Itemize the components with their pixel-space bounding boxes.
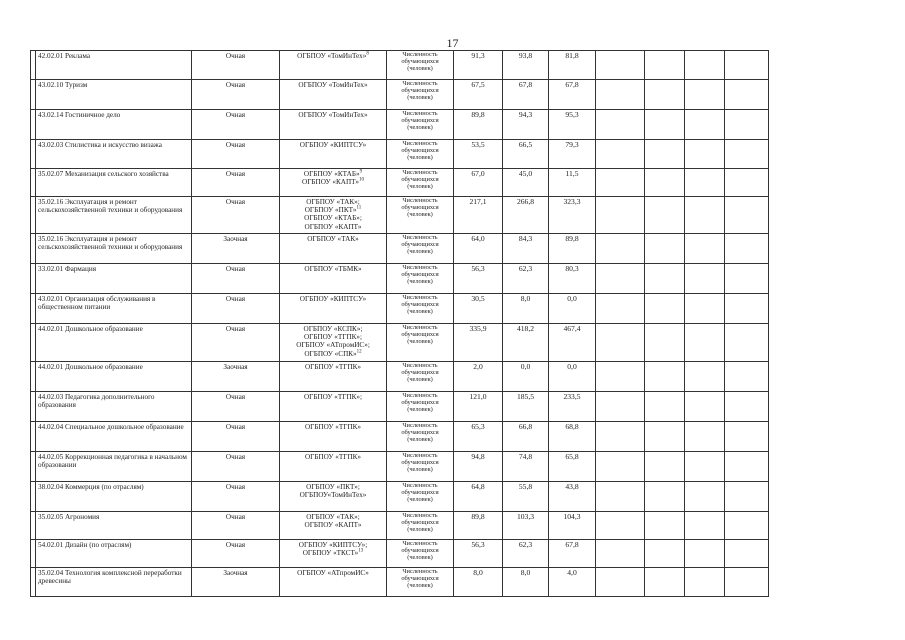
- value-cell-3: 65,8: [549, 452, 596, 482]
- empty-cell: [645, 568, 685, 597]
- empty-cell: [725, 51, 769, 80]
- indicator: Численность обучающихся (человек): [387, 294, 454, 324]
- empty-cell: [596, 482, 645, 512]
- organization-name: ОГБПОУ «КИПТСУ»: [299, 295, 367, 303]
- organization-name: ОГБПОУ «ТБМК»: [304, 265, 362, 273]
- empty-cell: [685, 482, 725, 512]
- empty-cell: [685, 294, 725, 324]
- empty-cell: [645, 140, 685, 169]
- study-form: Очная: [192, 140, 280, 169]
- organization-name: ОГБПОУ «КТАБ»$^9$: [303, 169, 363, 178]
- organization-name: ОГБПОУ «ТГПК»: [304, 453, 362, 461]
- empty-cell: [645, 392, 685, 422]
- empty-cell: [645, 51, 685, 80]
- table-row: [31, 512, 800, 540]
- study-form: Заочная: [192, 234, 280, 264]
- value-cell-1: 8,0: [454, 568, 503, 597]
- empty-cell: [596, 392, 645, 422]
- study-form: Очная: [192, 324, 280, 362]
- empty-cell: [645, 234, 685, 264]
- footnote-ref: 10: [358, 177, 364, 183]
- organizations: [280, 422, 387, 452]
- value-cell-3: 67,8: [549, 80, 596, 110]
- empty-cell: [596, 169, 645, 197]
- study-form: Очная: [192, 512, 280, 540]
- value-cell-1: 30,5: [454, 294, 503, 324]
- organization-name: ОГБПОУ «КАПТ»: [304, 521, 362, 530]
- empty-cell: [685, 568, 725, 597]
- value-cell-2: 0,0: [503, 362, 549, 392]
- empty-cell: [685, 452, 725, 482]
- organizations: [280, 324, 387, 362]
- indicator: Численность обучающихся (человек): [387, 169, 454, 197]
- footnote-ref: 9: [359, 169, 363, 175]
- study-form: Заочная: [192, 568, 280, 597]
- value-cell-1: 335,9: [454, 324, 503, 362]
- value-cell-3: 67,8: [549, 540, 596, 568]
- empty-cell: [645, 80, 685, 110]
- organization-name: ОГБПОУ «КТАБ»;: [304, 214, 362, 223]
- indicator: Численность обучающихся (человек): [387, 512, 454, 540]
- indicator: Численность обучающихся (человек): [387, 422, 454, 452]
- organization-name: ОГБПОУ «ТГПК»;: [303, 393, 363, 401]
- table-row: [31, 264, 800, 294]
- organizations: [280, 294, 387, 324]
- empty-cell: [645, 362, 685, 392]
- study-form: Очная: [192, 452, 280, 482]
- empty-cell: [645, 512, 685, 540]
- table-row: [31, 392, 800, 422]
- organization-name: ОГБПОУ «КИПТСУ»;: [298, 541, 368, 549]
- footnote-ref: 12: [356, 349, 362, 355]
- empty-cell: [685, 140, 725, 169]
- value-cell-1: 53,5: [454, 140, 503, 169]
- value-cell-3: 104,3: [549, 512, 596, 540]
- organization-name: ОГБПОУ «ТГПК»: [304, 363, 362, 371]
- specialty-name: 44.02.04 Специальное дошкольное образование: [36, 422, 192, 452]
- data-table: [30, 50, 800, 597]
- empty-cell: [596, 568, 645, 597]
- specialty-name: 44.02.01 Дошкольное образование: [36, 362, 192, 392]
- table-row: [31, 452, 800, 482]
- table-body: [31, 51, 800, 597]
- study-form: Очная: [192, 197, 280, 234]
- empty-cell: [645, 324, 685, 362]
- value-cell-3: 80,3: [549, 264, 596, 294]
- indicator: Численность обучающихся (человек): [387, 51, 454, 80]
- empty-cell: [725, 452, 769, 482]
- empty-cell: [685, 51, 725, 80]
- empty-cell: [685, 169, 725, 197]
- specialty-name: 43.02.01 Организация обслуживания в общественном питании: [36, 294, 192, 324]
- value-cell-1: 64,0: [454, 234, 503, 264]
- organizations: [280, 568, 387, 597]
- specialty-name: 35.02.07 Механизация сельского хозяйства: [36, 169, 192, 197]
- study-form: Очная: [192, 169, 280, 197]
- empty-cell: [645, 264, 685, 294]
- value-cell-3: 323,3: [549, 197, 596, 234]
- study-form: Очная: [192, 540, 280, 568]
- organizations: [280, 362, 387, 392]
- indicator: Численность обучающихся (человек): [387, 540, 454, 568]
- organization-name: ОГБПОУ «АТпромИС»;: [296, 341, 370, 350]
- empty-cell: [685, 392, 725, 422]
- organization-name: ОГБПОУ «ТАК»: [307, 235, 359, 243]
- organizations: [280, 540, 387, 568]
- organizations: [280, 264, 387, 294]
- specialty-name: 35.02.04 Технология комплексной переработки древесины: [36, 568, 192, 597]
- value-cell-2: 84,3: [503, 234, 549, 264]
- value-cell-1: 121,0: [454, 392, 503, 422]
- study-form: Очная: [192, 51, 280, 80]
- value-cell-3: 4,0: [549, 568, 596, 597]
- indicator: Численность обучающихся (человек): [387, 452, 454, 482]
- empty-cell: [596, 362, 645, 392]
- empty-cell: [645, 169, 685, 197]
- value-cell-1: 94,8: [454, 452, 503, 482]
- organization-name: ОГБПОУ «ТКСТ»$^{13}$: [302, 548, 364, 558]
- table-row: [31, 422, 800, 452]
- empty-cell: [645, 422, 685, 452]
- empty-cell: [685, 324, 725, 362]
- organizations: [280, 169, 387, 197]
- specialty-name: 43.02.14 Гостиничное дело: [36, 110, 192, 140]
- table-row: [31, 294, 800, 324]
- value-cell-3: 11,5: [549, 169, 596, 197]
- organizations: [280, 80, 387, 110]
- specialty-name: 43.02.03 Стилистика и искусство визажа: [36, 140, 192, 169]
- indicator: Численность обучающихся (человек): [387, 392, 454, 422]
- value-cell-2: 55,8: [503, 482, 549, 512]
- value-cell-2: 103,3: [503, 512, 549, 540]
- empty-cell: [596, 512, 645, 540]
- table-row: [31, 140, 800, 169]
- organizations: [280, 234, 387, 264]
- indicator: Численность обучающихся (человек): [387, 362, 454, 392]
- empty-cell: [685, 197, 725, 234]
- value-cell-2: 67,8: [503, 80, 549, 110]
- empty-cell: [596, 51, 645, 80]
- empty-cell: [725, 422, 769, 452]
- value-cell-2: 62,3: [503, 264, 549, 294]
- value-cell-2: 8,0: [503, 568, 549, 597]
- value-cell-2: 93,8: [503, 51, 549, 80]
- value-cell-1: 89,8: [454, 512, 503, 540]
- organization-name: ОГБПОУ «КСПК»;: [303, 325, 363, 333]
- organizations: [280, 452, 387, 482]
- value-cell-2: 66,8: [503, 422, 549, 452]
- study-form: Очная: [192, 294, 280, 324]
- table-row: [31, 482, 800, 512]
- value-cell-1: 56,3: [454, 540, 503, 568]
- empty-cell: [596, 110, 645, 140]
- empty-cell: [725, 568, 769, 597]
- study-form: Заочная: [192, 362, 280, 392]
- indicator: Численность обучающихся (человек): [387, 234, 454, 264]
- table-row: [31, 80, 800, 110]
- empty-cell: [685, 422, 725, 452]
- organization-name: ОГБПОУ «ТомИнТех»: [298, 81, 368, 89]
- table-row: [31, 169, 800, 197]
- table-row: [31, 540, 800, 568]
- value-cell-1: 64,8: [454, 482, 503, 512]
- study-form: Очная: [192, 482, 280, 512]
- organizations: [280, 197, 387, 234]
- value-cell-3: 43,8: [549, 482, 596, 512]
- organizations: [280, 512, 387, 540]
- specialty-name: 42.02.01 Реклама: [36, 51, 192, 80]
- organization-name: ОГБПОУ «ТГПК»: [304, 423, 362, 431]
- specialty-name: 44.02.03 Педагогика дополнительного образования: [36, 392, 192, 422]
- empty-cell: [685, 512, 725, 540]
- study-form: Очная: [192, 110, 280, 140]
- organizations: [280, 392, 387, 422]
- value-cell-2: 418,2: [503, 324, 549, 362]
- organizations: [280, 140, 387, 169]
- study-form: Очная: [192, 264, 280, 294]
- table-row: [31, 324, 800, 362]
- empty-cell: [725, 392, 769, 422]
- value-cell-2: 8,0: [503, 294, 549, 324]
- organization-name: ОГБПОУ «КИПТСУ»: [299, 141, 367, 149]
- indicator: Численность обучающихся (человек): [387, 140, 454, 169]
- study-form: Очная: [192, 80, 280, 110]
- empty-cell: [725, 234, 769, 264]
- empty-cell: [645, 452, 685, 482]
- organizations: [280, 482, 387, 512]
- empty-cell: [596, 80, 645, 110]
- value-cell-1: 67,0: [454, 169, 503, 197]
- empty-cell: [645, 197, 685, 234]
- empty-cell: [725, 110, 769, 140]
- value-cell-3: 68,8: [549, 422, 596, 452]
- empty-cell: [645, 482, 685, 512]
- value-cell-2: 266,8: [503, 197, 549, 234]
- organization-name: ОГБПОУ «АТпромИС»: [297, 569, 369, 577]
- empty-cell: [685, 110, 725, 140]
- empty-cell: [596, 452, 645, 482]
- empty-cell: [725, 482, 769, 512]
- value-cell-1: 56,3: [454, 264, 503, 294]
- indicator: Численность обучающихся (человек): [387, 482, 454, 512]
- specialty-name: 35.02.16 Эксплуатация и ремонт сельскохозяйственной техники и оборудования: [36, 234, 192, 264]
- organization-name: ОГБПОУ«ТомИнТех»: [299, 491, 367, 500]
- indicator: Численность обучающихся (человек): [387, 197, 454, 234]
- organization-name: ОГБПОУ «КАПТ»: [304, 222, 362, 231]
- value-cell-3: 233,5: [549, 392, 596, 422]
- value-cell-1: 91,3: [454, 51, 503, 80]
- indicator: Численность обучающихся (человек): [387, 324, 454, 362]
- empty-cell: [596, 197, 645, 234]
- empty-cell: [685, 540, 725, 568]
- indicator: Численность обучающихся (человек): [387, 264, 454, 294]
- page-number: 17: [446, 36, 459, 50]
- table-row: [31, 197, 800, 234]
- empty-cell: [596, 324, 645, 362]
- footnote-ref: 8: [366, 51, 369, 57]
- footnote-ref: 13: [358, 548, 364, 554]
- indicator: Численность обучающихся (человек): [387, 80, 454, 110]
- value-cell-3: 467,4: [549, 324, 596, 362]
- value-cell-2: 74,8: [503, 452, 549, 482]
- empty-cell: [596, 140, 645, 169]
- value-cell-1: 217,1: [454, 197, 503, 234]
- value-cell-2: 45,0: [503, 169, 549, 197]
- value-cell-2: 185,5: [503, 392, 549, 422]
- empty-cell: [725, 294, 769, 324]
- empty-cell: [725, 264, 769, 294]
- study-form: Очная: [192, 422, 280, 452]
- empty-cell: [596, 294, 645, 324]
- empty-cell: [596, 540, 645, 568]
- organization-name: ОГБПОУ «КАПТ»$^{10}$: [302, 177, 364, 187]
- empty-cell: [685, 234, 725, 264]
- organization-name: ОГБПОУ «СПК»$^{12}$: [304, 349, 362, 358]
- specialty-name: 54.02.01 Дизайн (по отраслям): [36, 540, 192, 568]
- value-cell-1: 65,3: [454, 422, 503, 452]
- organization-name: ОГБПОУ «ТомИнТех»$^8$: [297, 51, 369, 60]
- empty-cell: [725, 140, 769, 169]
- organizations: [280, 110, 387, 140]
- empty-cell: [685, 362, 725, 392]
- value-cell-2: 66,5: [503, 140, 549, 169]
- table-row: [31, 51, 800, 80]
- table-row: [31, 568, 800, 597]
- table-row: [31, 110, 800, 140]
- empty-cell: [725, 169, 769, 197]
- value-cell-3: 0,0: [549, 294, 596, 324]
- organization-name: ОГБПОУ «ПКТ»$^{11}$: [304, 205, 362, 215]
- specialty-name: 44.02.01 Дошкольное образование: [36, 324, 192, 362]
- indicator: Численность обучающихся (человек): [387, 110, 454, 140]
- value-cell-2: 62,3: [503, 540, 549, 568]
- organization-name: ОГБПОУ «ТГПК»;: [303, 333, 363, 342]
- value-cell-3: 79,3: [549, 140, 596, 169]
- footnote-ref: 11: [356, 205, 362, 211]
- organizations: [280, 51, 387, 80]
- specialty-name: 35.02.05 Агрономия: [36, 512, 192, 540]
- empty-cell: [725, 324, 769, 362]
- study-form: Очная: [192, 392, 280, 422]
- value-cell-1: 89,8: [454, 110, 503, 140]
- empty-cell: [596, 422, 645, 452]
- empty-cell: [725, 80, 769, 110]
- specialty-name: 43.02.10 Туризм: [36, 80, 192, 110]
- value-cell-3: 89,8: [549, 234, 596, 264]
- value-cell-3: 0,0: [549, 362, 596, 392]
- empty-cell: [725, 197, 769, 234]
- specialty-name: 33.02.01 Фармация: [36, 264, 192, 294]
- specialty-name: 35.02.16 Эксплуатация и ремонт сельскохозяйственной техники и оборудования: [36, 197, 192, 234]
- value-cell-1: 67,5: [454, 80, 503, 110]
- specialty-name: 44.02.05 Коррекционная педагогика в начальном образовании: [36, 452, 192, 482]
- empty-cell: [725, 362, 769, 392]
- empty-cell: [685, 80, 725, 110]
- empty-cell: [685, 264, 725, 294]
- specialty-name: 38.02.04 Коммерция (по отраслям): [36, 482, 192, 512]
- table-row: [31, 234, 800, 264]
- empty-cell: [645, 110, 685, 140]
- empty-cell: [596, 264, 645, 294]
- indicator: Численность обучающихся (человек): [387, 568, 454, 597]
- value-cell-2: 94,3: [503, 110, 549, 140]
- empty-cell: [645, 540, 685, 568]
- value-cell-3: 81,8: [549, 51, 596, 80]
- organization-name: ОГБПОУ «ПКТ»;: [306, 483, 360, 491]
- empty-cell: [725, 512, 769, 540]
- organization-name: ОГБПОУ «ТАК»;: [306, 198, 360, 206]
- value-cell-3: 95,3: [549, 110, 596, 140]
- table-row: [31, 362, 800, 392]
- organization-name: ОГБПОУ «ТАК»;: [306, 513, 360, 521]
- empty-cell: [645, 294, 685, 324]
- organization-name: ОГБПОУ «ТомИнТех»: [298, 111, 368, 119]
- value-cell-1: 2,0: [454, 362, 503, 392]
- empty-cell: [725, 540, 769, 568]
- empty-cell: [596, 234, 645, 264]
